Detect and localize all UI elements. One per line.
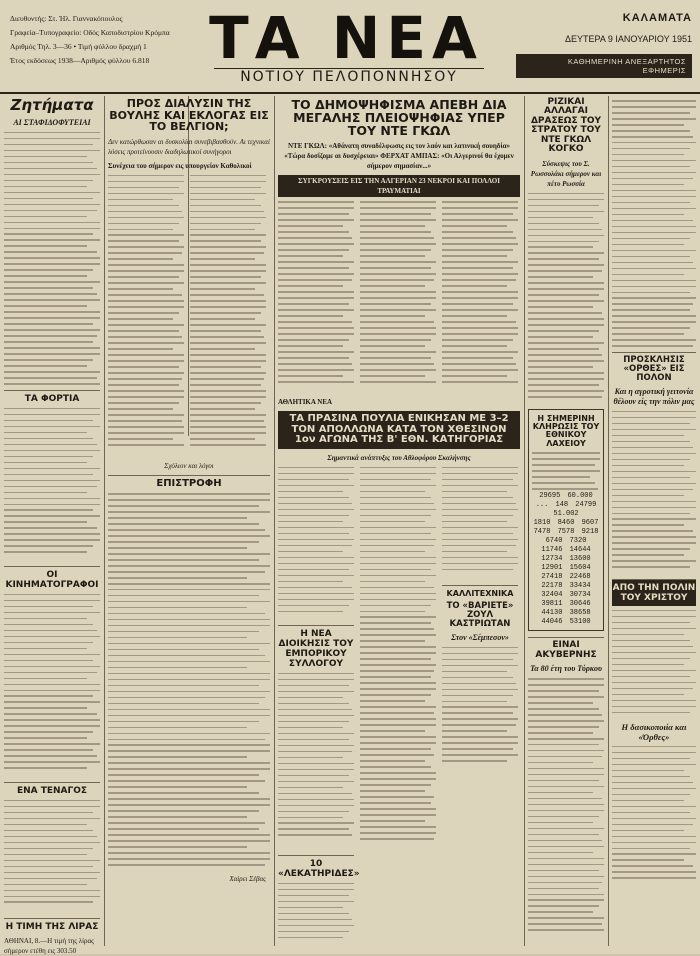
- fortia-heading: ΤΑ ΦΟΡΤΙΑ: [4, 390, 100, 404]
- article-body: [528, 193, 604, 403]
- sport-body: [278, 467, 520, 847]
- invitation-subheading: Και η αγροτική γειτονία θέλουν είς την πόλιν μας: [613, 386, 695, 406]
- article-body: [360, 201, 436, 391]
- paper-tagline: ΚΑΘΗΜΕΡΙΝΗ ΑΝΕΞΑΡΤΗΤΟΣ ΕΦΗΜΕΡΙΣ: [516, 54, 692, 78]
- invitation-heading: ΠΡΟΣΚΛΗΣΙΣ «ΟΡΘΕΣ» ΕΙΣ ΠΟΛΟΝ: [612, 352, 696, 383]
- article-body: [278, 673, 354, 843]
- column-belgium: [108, 96, 270, 946]
- city-section-heading: ΑΠΟ ΤΗΝ ΠΟΛΙΝ ΤΟΥ ΧΡΙΣΤΟΥ: [612, 579, 696, 606]
- article-body: [442, 647, 518, 767]
- column-army: [528, 96, 604, 946]
- referendum-headline: ΤΟ ΔΗΜΟΨΗΦΙΣΜΑ ΑΠΕΒΗ ΔΙΑ ΜΕΓΑΛΗΣ ΠΛΕΙΟΨΗΦΙΑΣ ΥΠΕΡ ΤΟΥ ΝΤΕ ΓΚΩΛ: [291, 97, 507, 139]
- forestry-heading: Η δασικοποιία και «Όρθες»: [621, 721, 687, 742]
- article-body: [532, 452, 600, 492]
- article-body: [4, 132, 100, 382]
- referendum-strap: ΣΥΓΚΡΟΥΣΕΙΣ ΕΙΣ ΤΗΝ ΑΛΓΕΡΙΑΝ 23 ΝΕΚΡΟΙ ΚΑΙ ΠΟΛΛΟΙ ΤΡΑΥΜΑΤΙΑΙ: [278, 175, 520, 197]
- sport-label: ΑΘΛΗΤΙΚΑ ΝΕΑ: [278, 398, 333, 407]
- article-body: [4, 800, 100, 910]
- lottery-heading: Η ΣΗΜΕΡΙΝΗ ΚΛΗΡΩΣΙΣ ΤΟΥ ΕΘΝΙΚΟΥ ΛΑΧΕΙΟΥ: [532, 413, 600, 448]
- arts-label: ΚΑΛΛΙΤΕΧΝΙΚΑ: [442, 585, 518, 598]
- issue-line: Έτος εκδόσεως 1938—Αριθμός φύλλου 6.818: [10, 56, 150, 65]
- belgium-lead-2: Συνέχεια του σήμερον εις υπουργείον Καθολικοί: [108, 161, 252, 170]
- article-body: [442, 467, 518, 577]
- article-body: [612, 610, 696, 720]
- akyvernis-heading: ΕΙΝΑΙ ΑΚΥΒΕΡΝΗΣ: [528, 637, 604, 660]
- belgium-lead: Δεν κατώρθωσαν αι δυσκολίαι συνεβιβασθούν. Αι τεχνικαί λύσεις προτείνουσιν διαδηλωτικοί συνήγοροι: [108, 137, 270, 156]
- army-lead: Σύσκεψις του Σ. Ρωσσολάκι σήμερον και πέτυ Ρωσσία: [530, 159, 602, 188]
- epistrofi-heading: ΕΠΙΣΤΡΟΦΗ: [108, 475, 270, 490]
- office-line: Γραφεία–Τυπογραφείο: Οδός Καποδιστρίου Κρόμπα: [10, 28, 170, 37]
- article-body: [4, 594, 100, 774]
- article-body: [278, 883, 354, 943]
- newspaper-title: ΤΑ ΝΕΑ: [209, 4, 483, 72]
- masthead-info: [10, 12, 190, 68]
- article-body: [360, 467, 436, 847]
- masthead: [0, 0, 700, 94]
- variete-heading: ΤΟ «ΒΑΡΙΕΤΕ» ΖΟΥΛ ΚΑΣΤΡΙΩΤΑΝ: [446, 600, 514, 629]
- article-body: [612, 746, 696, 886]
- belgium-body: [108, 175, 270, 455]
- sport-col: [278, 467, 354, 847]
- zitimata-subheading: ΑΙ ΣΤΑΦΙΔΟΦΥΤΕΙΑΙ: [13, 117, 91, 127]
- lottery-box: [528, 409, 604, 632]
- lottery-prize-numbers: 29695 60.000 ... 148 24799 51.002: [535, 492, 597, 519]
- lira-text: ΑΘΗΝΑΙ, 8.—Η τιμή της λίρας σήμερον ετέθη εις 303.50: [4, 936, 94, 955]
- column-rule: [608, 96, 609, 946]
- masthead-dateline: [516, 12, 692, 78]
- article-body: [4, 408, 100, 558]
- issue-date: ΔΕΥΤΕΡΑ 9 ΙΑΝΟΥΑΡΙΟΥ 1951: [565, 34, 692, 44]
- column-rule: [104, 96, 105, 946]
- variete-subheading: Στον «Σέμπεσον»: [451, 632, 509, 642]
- signature: Χαίρει Σέβας: [229, 875, 266, 884]
- column-zitimata: [4, 96, 100, 955]
- article-body: [612, 411, 696, 571]
- city-name: ΚΑΛΑΜΑΤΑ: [622, 12, 692, 24]
- army-headline: ΡΙΖΙΚΑΙ ΑΛΛΑΓΑΙ ΔΡΑΣΕΩΣ ΤΟΥ ΣΤΡΑΤΟΥ ΤΟΥ ΝΤΕ ΓΚΩΛ ΚΟΓΚΟ: [530, 97, 602, 155]
- article-body: [528, 678, 604, 938]
- sport-col: [442, 467, 518, 847]
- article-body: [612, 100, 696, 350]
- belgium-headline: ΠΡΟΣ ΔΙΑΛΥΣΙΝ ΤΗΣ ΒΟΥΛΗΣ ΚΑΙ ΕΚΛΟΓΑΣ ΕΙΣ ΤΟ ΒΕΛΓΙΟΝ;: [109, 97, 269, 134]
- column-invitation: [612, 96, 696, 946]
- article-body: [108, 175, 184, 455]
- sport-headline: ΤΑ ΠΡΑΣΙΝΑ ΠΟΥΛΙΑ ΕΝΙΚΗΣΑΝ ΜΕ 3–2 ΤΟΝ ΑΠΟΛΛΩΝΑ ΚΑΤΑ ΤΟΝ ΧΘΕΣΙΝΟΝ 1ον ΑΓΩΝΑ ΤΗΣ Β' ΕΘΝ. ΚΑΤΗΓΟΡΙΑΣ: [278, 411, 520, 449]
- article-body: [190, 175, 266, 455]
- epistrofi-kicker: Σχόλιον και λόγοι: [164, 461, 214, 470]
- lira-heading: Η ΤΙΜΗ ΤΗΣ ΛΙΡΑΣ: [4, 918, 100, 932]
- column-rule: [524, 96, 525, 946]
- zitimata-heading: Ζητήματα: [10, 96, 94, 114]
- cinemas-heading: ΟΙ ΚΙΝΗΜΑΤΟΓΡΑΦΟΙ: [4, 566, 100, 590]
- column-rule: [274, 96, 275, 946]
- director-line: Διευθυντής: Στ. Ήλ. Γιαννακόπουλος: [10, 14, 123, 23]
- article-body: [278, 467, 354, 617]
- akyvernis-subheading: Τα 80 έτη του Τύρκου: [530, 664, 602, 674]
- sport-subheading: Σημαντικά ανάπτυξις του Αθλοφόρου Σκαλήνσης: [327, 453, 471, 462]
- dekatiridas-heading: 10 «ΛΕΚΑΤΗΡΙΔΕΣ»: [278, 855, 354, 879]
- referendum-body: [278, 201, 520, 391]
- swamp-heading: ΕΝΑ ΤΕΝΑΓΟΣ: [4, 782, 100, 796]
- phone-price-line: Αριθμός Τηλ. 3—36 • Τιμή φύλλου δραχμή 1: [10, 42, 147, 51]
- article-body: [442, 201, 518, 391]
- newspaper-subtitle: ΝΟΤΙΟΥ ΠΕΛΟΠΟΝΝΗΣΟΥ: [214, 68, 484, 85]
- referendum-lead: ΝΤΕ ΓΚΩΛ: «Αθάνατη συναδέλφωσις εις τον λαόν και λατινική σουηδία» «Τώρα δοσίζομε αι δυσχέρειαι» ΦΕΡΧΑΤ ΑΜΠΑΣ: «Οι Αλγερινοί θα έχομεν σήμερον σημασίαν...»: [284, 142, 514, 171]
- column-referendum: [278, 96, 520, 946]
- chamber-board-heading: Η ΝΕΑ ΔΙΟΙΚΗΣΙΣ ΤΟΥ ΕΜΠΟΡΙΚΟΥ ΣΥΛΛΟΓΟΥ: [278, 625, 354, 669]
- article-body: [108, 493, 270, 873]
- article-body: [278, 201, 354, 391]
- lottery-winning-numbers: 1810 8460 9607 7478 7578 9218 6740 7320 11746 14644 12734 13600 12901 15604 27418 22468 22178 33434 32404 30734 39811 30646 44130 38658 44046 53100: [533, 519, 599, 627]
